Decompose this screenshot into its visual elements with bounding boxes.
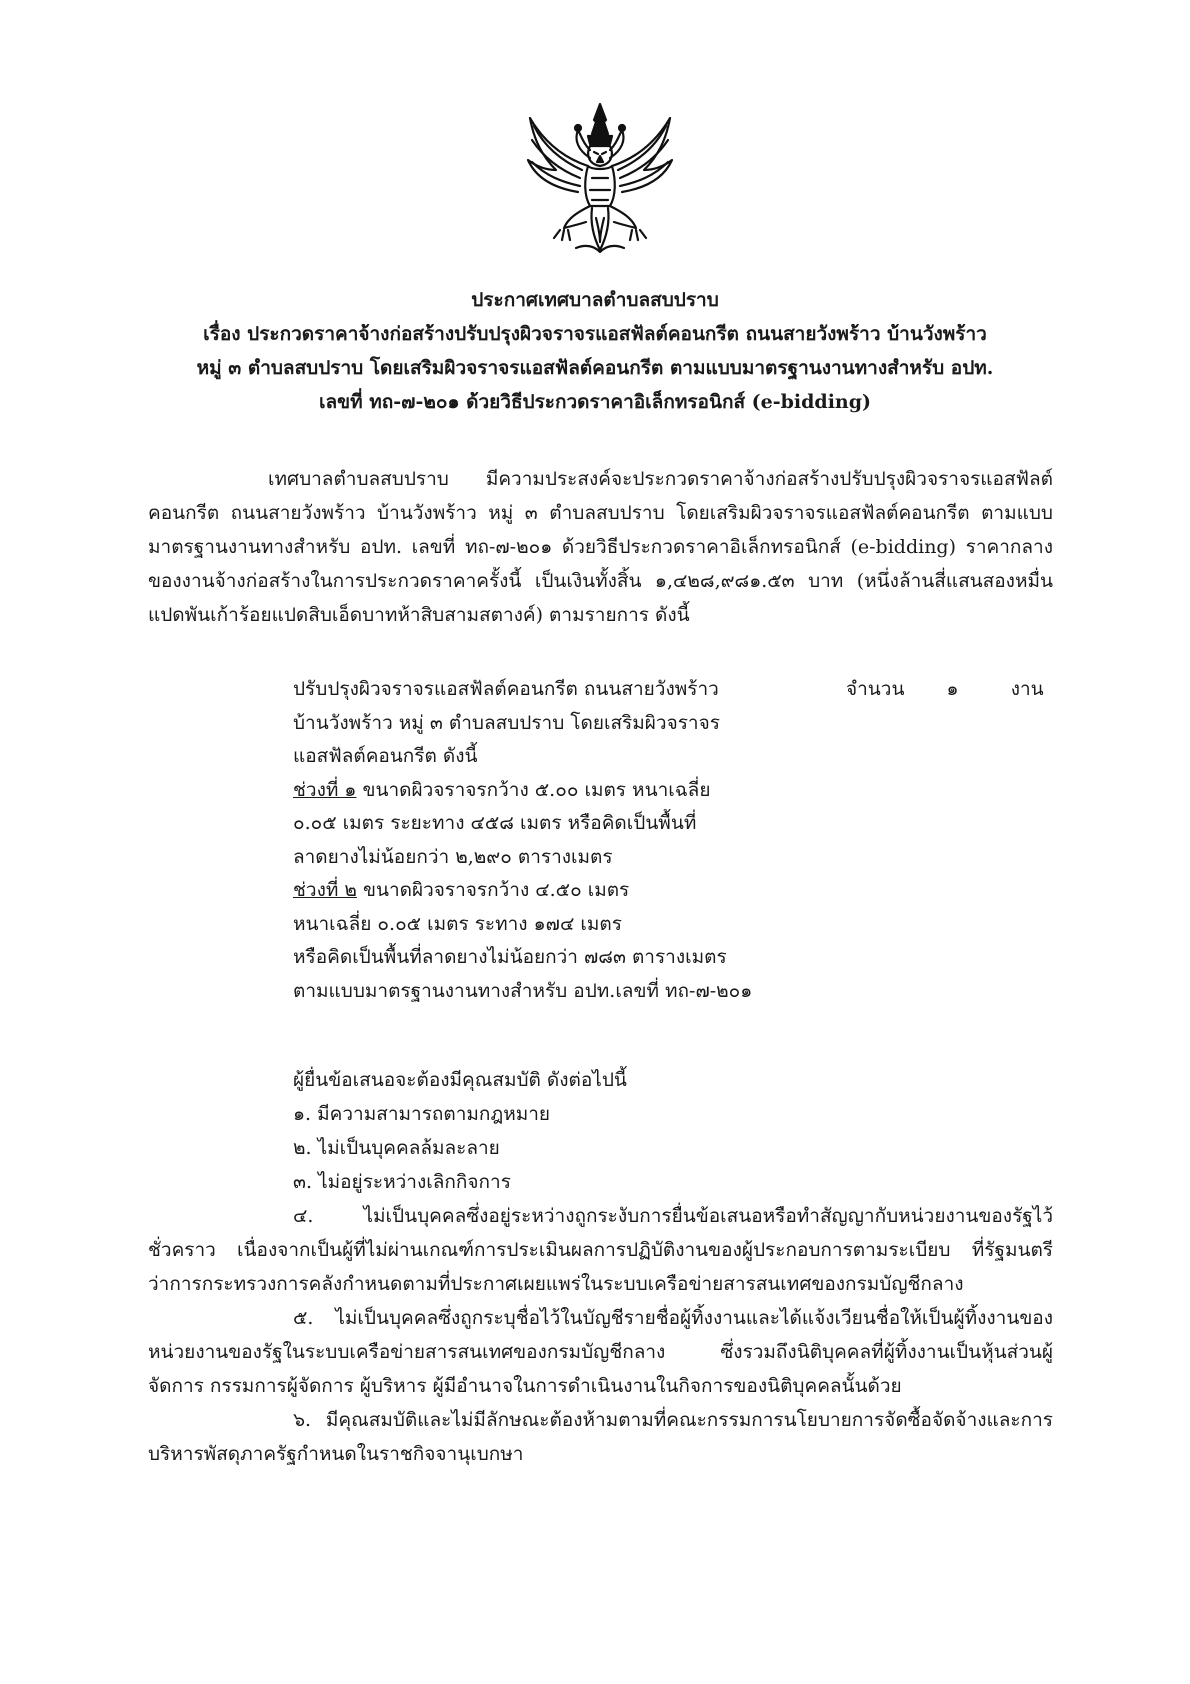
section-1-text: ขนาดผิวจราจรกว้าง ๕.๐๐ เมตร หนาเฉลี่ย [356,778,711,801]
qualifications-heading: ผู้ยื่นข้อเสนอจะต้องมีคุณสมบัติ ดังต่อไปนี้ [293,1069,627,1091]
announcement-header [120,283,1070,419]
section-2-text: ขนาดผิวจราจรกว้าง ๔.๕๐ เมตร [356,879,630,901]
section-2-line: หนาเฉลี่ย ๐.๐๕ เมตร ระทาง ๑๗๔ เมตร [293,912,622,935]
qualification-item: ๑. มีความสามารถตามกฎหมาย [293,1103,551,1125]
intro-section [148,462,1053,632]
announcement-title: ประกาศเทศบาลตำบลสบปราบ [471,289,719,311]
qty-label: จำนวน [846,678,905,700]
announcement-subject: เรื่อง ประกวดราคาจ้างก่อสร้างปรับปรุงผิวจราจรแอสฟัลต์คอนกรีต ถนนสายวังพร้าว บ้านวังพร้าว [203,323,987,345]
section-2-label: ช่วงที่ ๒ [293,879,357,901]
qualification-item: ๒. ไม่เป็นบุคคลล้มละลาย [293,1137,500,1159]
qty-value: ๑ [946,678,959,700]
section-1-line: ๐.๐๕ เมตร ระยะทาง ๔๕๘ เมตร หรือคิดเป็นพื้นที่ [293,812,697,834]
item-line: แอสฟัลต์คอนกรีต ดังนี้ [293,745,478,767]
section-1-line [293,774,1053,808]
garuda-emblem-icon [520,100,680,260]
qty-unit: งาน [1010,678,1044,700]
section-1-label: ช่วงที่ ๑ [293,778,357,801]
item-line: ปรับปรุงผิวจราจรแอสฟัลต์คอนกรีต ถนนสายวังพร้าว [293,678,719,700]
qualification-item: ๓. ไม่อยู่ระหว่างเลิกกิจการ [293,1171,511,1193]
announcement-subject-method: เลขที่ ทถ-๗-๒๐๑ ด้วยวิธีประกวดราคาอิเล็กทรอนิกส์ (e-bidding) [318,391,872,413]
section-2-line: หรือคิดเป็นพื้นที่ลาดยางไม่น้อยกว่า ๗๘๓ ตารางเมตร [293,946,727,968]
qualification-item: ๖. มีคุณสมบัติและไม่มีลักษณะต้องห้ามตามที่คณะกรรมการนโยบายการจัดซื้อจัดจ้างและการบริหารพัสดุภาครัฐกำหนดในราชกิจจานุเบกษา [148,1409,1053,1465]
section-1-line: ลาดยางไม่น้อยกว่า ๒,๒๙๐ ตารางเมตร [293,845,613,868]
announcement-subject-cont: หมู่ ๓ ตำบลสบปราบ โดยเสริมผิวจราจรแอสฟัลต์คอนกรีต ตามแบบมาตรฐานงานทางสำหรับ อปท. [196,357,994,379]
item-quantity [846,673,1044,707]
standard-reference: ตามแบบมาตรฐานงานทางสำหรับ อปท.เลขที่ ทถ-๗-๒๐๑ [293,979,753,1002]
qualification-item: ๕. ไม่เป็นบุคคลซึ่งถูกระบุชื่อไว้ในบัญชีรายชื่อผู้ทิ้งงานและได้แจ้งเวียนชื่อให้เป็นผู้ทิ้งงานของหน่วยงานของรัฐในระบบเครือข่ายสารสนเทศของกรมบัญชีกลาง ซึ่งรวมถึงนิติบุคคลที่ผู้ทิ้งงานเป็นหุ้นส่วนผู้จัดการ กรรมการผู้จัดการ ผู้บริหาร ผู้มีอำนาจในการดำเนินงานในกิจการของนิติบุคคลนั้นด้วย [148,1307,1053,1397]
work-item [293,673,1053,1008]
item-line: บ้านวังพร้าว หมู่ ๓ ตำบลสบปราบ โดยเสริมผิวจราจร [293,711,720,734]
section-2-line [293,874,1053,908]
qualification-item: ๔. ไม่เป็นบุคคลซึ่งอยู่ระหว่างถูกระงับการยื่นข้อเสนอหรือทำสัญญากับหน่วยงานของรัฐไว้ชั่วคราว เนื่องจากเป็นผู้ที่ไม่ผ่านเกณฑ์การประเมินผลการปฏิบัติงานของผู้ประกอบการตามระเบียบ ที่รัฐมนตรีว่าการกระทรวงการคลังกำหนดตามที่ประกาศเผยแพร่ในระบบเครือข่ายสารสนเทศของกรมบัญชีกลาง [148,1205,1053,1295]
qualifications-section [148,1063,1053,1471]
intro-paragraph: เทศบาลตำบลสบปราบ มีความประสงค์จะประกวดราคาจ้างก่อสร้างปรับปรุงผิวจราจรแอสฟัลต์คอนกรีต ถนนสายวังพร้าว บ้านวังพร้าว หมู่ ๓ ตำบลสบปราบ โดยเสริมผิวจราจรแอสฟัลต์คอนกรีต ตามแบบมาตรฐานงานทางสำหรับ อปท. เลขที่ ทถ-๗-๒๐๑ ด้วยวิธีประกวดราคาอิเล็กทรอนิกส์ (e-bidding) ราคากลางของงานจ้างก่อสร้างในการประกวดราคาครั้งนี้ เป็นเงินทั้งสิ้น ๑,๔๒๘,๙๘๑.๕๓ บาท (หนึ่งล้านสี่แสนสองหมื่นแปดพันเก้าร้อยแปดสิบเอ็ดบาทห้าสิบสามสตางค์) ตามรายการ ดังนี้ [148,468,1053,626]
